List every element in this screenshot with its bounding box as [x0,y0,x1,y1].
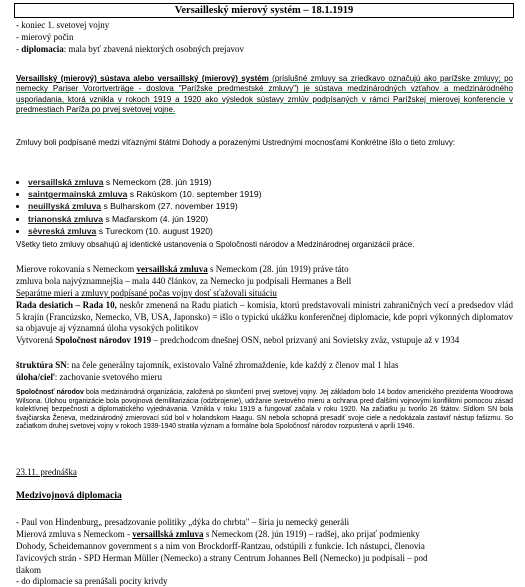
negotiations-line-1: Mierove rokovania s Nemeckom versaillská zmluva s Nemeckom (28. jún 1919) práve táto [16,264,349,274]
treaty-link[interactable]: sèvreská zmluva [28,225,97,236]
goal-line: úloha/cieľ: zachovanie svetového mieru [16,372,162,382]
treaty-item: • versaillská zmluva s Nemeckom (28. jún 1919) [28,176,262,188]
interwar-line-3: Dohody, Scheidemannov government s a nim von Brockdorff-Rantzau, odstúpili z funkcie. Ich nástupci, členovia [16,541,425,551]
intro-line-3: - diplomacia: mala byť zbavená niektorých osobných prejavov [16,44,245,54]
treaty-link[interactable]: neuillyská zmluva [28,201,102,212]
section-heading-interwar-diplomacy: Medzivojnová diplomacia [16,490,122,501]
treaty-item: • saintgermainská zmluva s Rakúskom (10. september 1919) [28,188,262,200]
paragraph-identical-provisions: Všetky tieto zmluvy obsahujú aj identické ustanovenia o Spoločnosti národov a Medzinárodnej organizácii práce. [16,240,415,249]
treaty-list [10,176,262,237]
league-summary-text: bola medzinárodná organizácia, založená po skončení prvej svetovej vojny. Jej základom bolo 14 bodov amerického prezidenta Woodrowa Wilsona. Úlohou organizácie bola povojnová demilitarizácia (odzbrojenie), udržanie svetového mieru a ochrana pred ďalšími vojnovými konfliktmi pomocou zásad kolektívnej bezpečnosti a diplomatického vyjednávania. Vznikla v roku 1919 a fungovať začala v roku 1920. Na začiatku ju tvorilo 26 štátov. Sídlom SN bola švajčiarska Ženeva, medzinárodný zmierovací súd bol v holandskom Haagu. SN nebola schopná presadiť svoje ciele a nedokázala zastaviť nástup fašizmu. So začiatkom druhej svetovej vojny v rokoch 1939-1940 stratila význam a formálne bola Spoločnosť národov rozpustená v apríli 1946. [16,389,513,431]
document-title: Versailleský mierový systém – 18.1.1919 [14,3,514,18]
interwar-line-1: - Paul von Hindenburg„ presadzovanie politiky „dýka do chrbta" – šíria ju nemecký generáli [16,517,350,527]
interwar-line-2: Mierová zmluva s Nemeckom - versaillská zmluva s Nemeckom (28. jún 1919) – radšej, ako prijať podmienky [16,529,420,539]
diplomacia-label: diplomacia [21,44,64,54]
versailles-system-definition: (príslušné zmluvy sa zriedkavo označujú ako parížske zmluvy; po nemecky Pariser Vorortverträge - doslova "Parížske predmestské zmluvy") je sústava medzinárodných vzťahov a medzinárodného usporiadania, ktorá vznikla v rokoch 1919 a 1920 ako výsledok sústavy zmlúv podpísaných v rámci Parížskej mierovej konferencie v predmestiach Paríža po prvej svetovej vojne. [16,74,514,115]
paragraph-versailles-system [16,74,513,116]
treaty-link[interactable]: trianonská zmluva [28,213,103,224]
diplomacia-text: : mala byť zbavená niektorých osobných prejavov [63,44,245,54]
negotiations-line-3: Separátne mieri a zmluvy podpísané počas vojny dosť sťažovali situáciu [16,288,277,298]
paragraph-league-summary [16,389,513,432]
intro-line-1: - koniec 1. svetovej vojny [16,20,110,30]
paragraph-rada-desiatich [16,300,513,335]
treaty-link[interactable]: saintgermainská zmluva [28,189,128,200]
intro-line-2: - mierový počin [16,32,74,42]
interwar-line-5: tlakom [16,565,41,575]
negotiations-line-2: zmluva bola najvýznamnejšia – mala 440 článkov, za Nemecko ju podpísali Hermanes a Bell [16,276,352,286]
league-summary-label: Spoločnosť národov [16,389,84,396]
rada-label: Rada desiatich – Rada 10, [16,300,117,310]
paragraph-spolocnost-narodov: Vytvorená Spoločnost národov 1919 – predchodcom dnešnej OSN, nebol prizvaný ani Sovietsky zväz, vstupuje až v 1934 [16,335,460,345]
structure-line: štruktúra SN: na čele generálny tajomník, existovalo Valné zhromaždenie, kde každý z členov mal 1 hlas [16,360,399,370]
treaty-item: • sèvreská zmluva s Tureckom (10. august 1920) [28,225,262,237]
interwar-line-6: - do diplomacie sa prenášali pocity krivdy [16,576,168,586]
interwar-line-4: ľavicových strán - SPD Herman Müller (Nemecko) a strany Centrum Johannes Bell (Nemecko) ju podpísali – pod [16,553,428,563]
treaty-item: • neuillyská zmluva s Bulharskom (27. november 1919) [28,200,262,212]
rada-text: neskôr zmenená na Radu piatich – komisia, ktorú predstavovali ministri zahraničných vecí a predsedov vlád 5 krajín (Francúzsko, Nemecko, VB, USA, Japonsko) = išlo o typickú ukážku konferenčnej diplomacie, kde popri výkonných diplomatov sa objavuje aj významná úloha vysokých politikov [16,300,513,334]
lecture-date: 23.11. prednáška [16,467,77,477]
treaty-link[interactable]: versaillská zmluva [28,177,104,187]
versailles-system-term: Versaillský (mierový) sústava alebo versaillský (mierový) systém [16,74,269,83]
paragraph-treaties-intro: Zmluvy boli podpísané medzi víťaznými štátmi Dohody a porazenými Ustrednými mocnosťami Konkrétne išlo o tieto zmluvy: [16,138,456,147]
treaty-item: • trianonská zmluva s Maďarskom (4. jún 1920) [28,213,262,225]
